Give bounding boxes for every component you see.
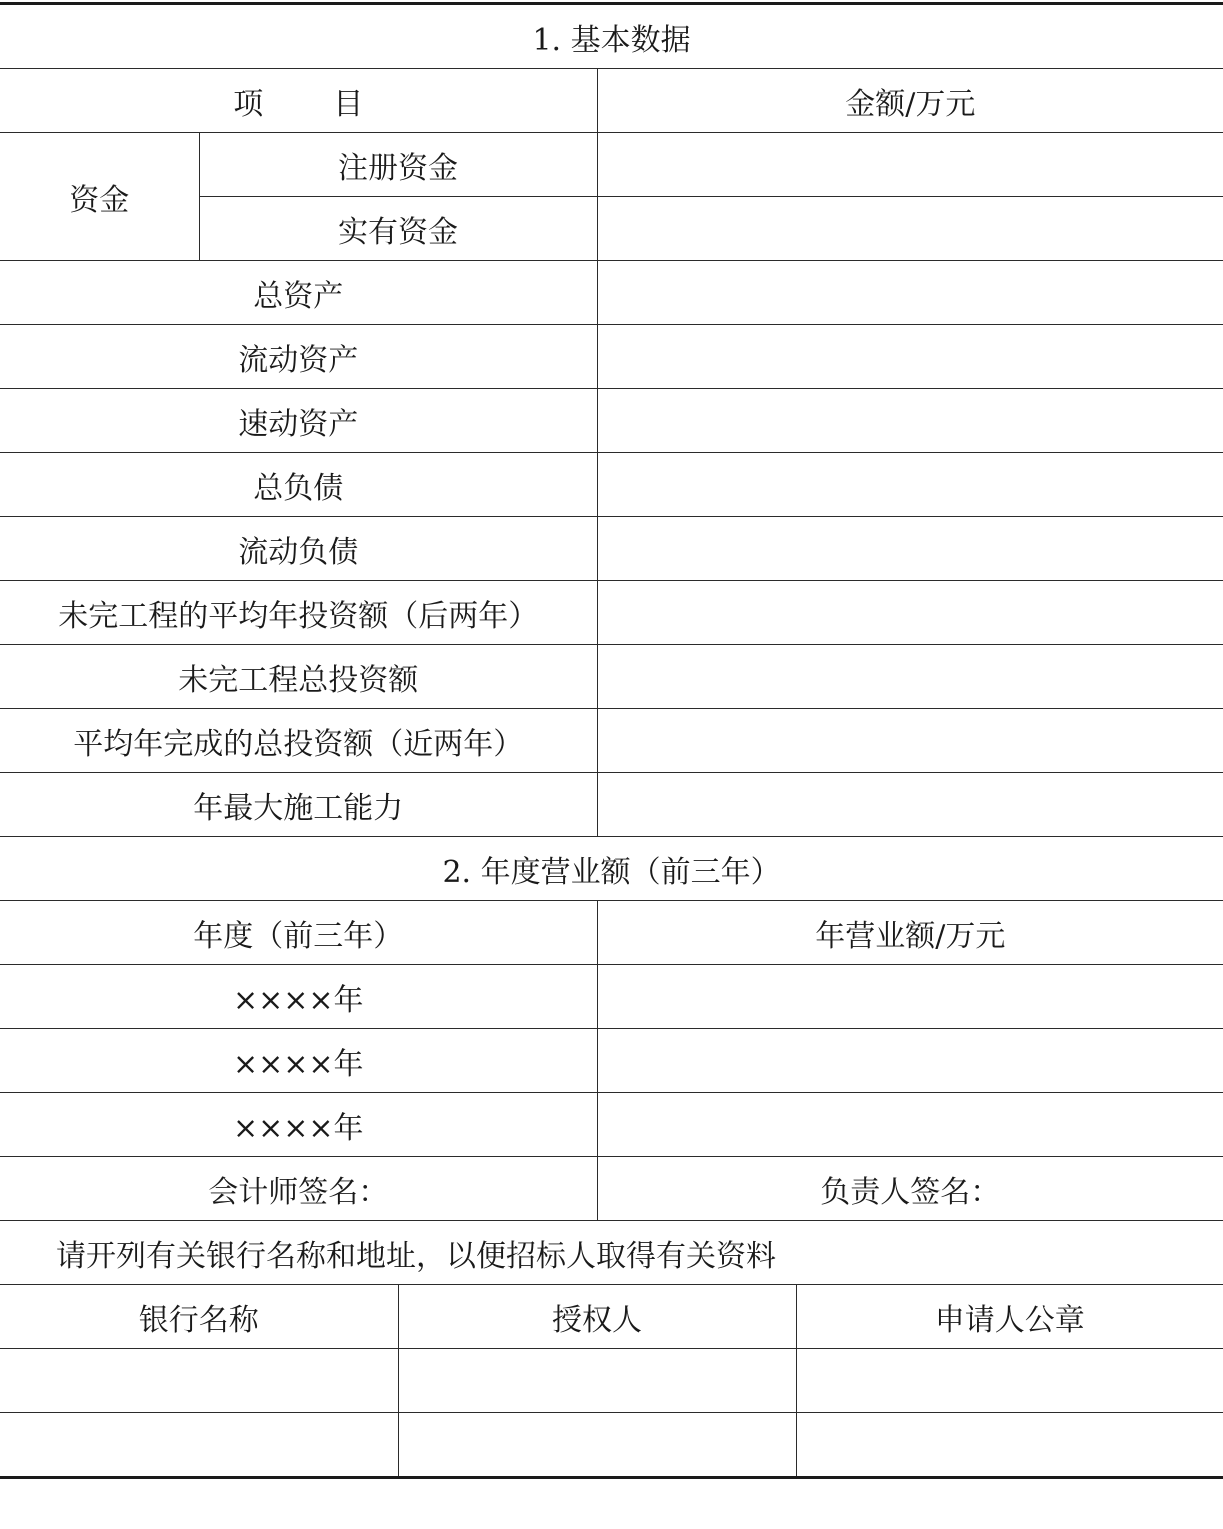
bank-note: 请开列有关银行名称和地址，以便招标人取得有关资料 <box>0 1221 1223 1285</box>
row-label: 未完工程的平均年投资额（后两年） <box>0 581 597 645</box>
amount-cell[interactable] <box>597 325 1223 389</box>
revenue-column-header: 年营业额/万元 <box>597 901 1223 965</box>
table-row <box>0 261 1223 325</box>
revenue-cell[interactable] <box>597 965 1223 1029</box>
table-row <box>0 325 1223 389</box>
table-row <box>0 645 1223 709</box>
table-row <box>0 453 1223 517</box>
year-label: ××××年 <box>0 965 597 1029</box>
section2-title: 2. 年度营业额（前三年） <box>0 837 1223 901</box>
amount-cell[interactable] <box>597 453 1223 517</box>
table-row <box>0 773 1223 837</box>
table-row <box>0 1093 1223 1157</box>
capital-group-label: 资金 <box>0 133 199 261</box>
table-row <box>0 389 1223 453</box>
amount-cell[interactable] <box>597 261 1223 325</box>
amount-cell[interactable] <box>597 645 1223 709</box>
signature-row <box>0 1157 1223 1221</box>
bank-name-header: 银行名称 <box>0 1285 398 1349</box>
row-label: 总资产 <box>0 261 597 325</box>
applicant-seal-cell[interactable] <box>796 1413 1223 1478</box>
section2-title-row <box>0 837 1223 901</box>
amount-cell[interactable] <box>597 517 1223 581</box>
bank-name-cell[interactable] <box>0 1413 398 1478</box>
section1-title-row <box>0 4 1223 69</box>
bank-name-cell[interactable] <box>0 1349 398 1413</box>
actual-capital-label: 实有资金 <box>199 197 597 261</box>
table-row <box>0 581 1223 645</box>
amount-cell[interactable] <box>597 709 1223 773</box>
amount-cell[interactable] <box>597 581 1223 645</box>
amount-column-header: 金额/万元 <box>597 69 1223 133</box>
revenue-cell[interactable] <box>597 1093 1223 1157</box>
section1-title: 1. 基本数据 <box>0 4 1223 69</box>
row-label: 年最大施工能力 <box>0 773 597 837</box>
registered-capital-label: 注册资金 <box>199 133 597 197</box>
registered-capital-amount[interactable] <box>597 133 1223 197</box>
bank-row <box>0 1349 1223 1413</box>
manager-signature[interactable]: 负责人签名： <box>597 1157 1223 1221</box>
bank-row <box>0 1413 1223 1478</box>
row-label: 流动负债 <box>0 517 597 581</box>
amount-cell[interactable] <box>597 389 1223 453</box>
accountant-signature[interactable]: 会计师签名： <box>0 1157 597 1221</box>
item-column-header: 项 目 <box>0 69 597 133</box>
authorized-person-cell[interactable] <box>398 1349 796 1413</box>
authorized-person-cell[interactable] <box>398 1413 796 1478</box>
year-column-header: 年度（前三年） <box>0 901 597 965</box>
bank-note-row <box>0 1221 1223 1285</box>
section2-header-row <box>0 901 1223 965</box>
row-label: 速动资产 <box>0 389 597 453</box>
registered-capital-row <box>0 133 1223 197</box>
row-label: 总负债 <box>0 453 597 517</box>
financial-form-table <box>0 2 1223 1479</box>
year-label: ××××年 <box>0 1093 597 1157</box>
section1-header-row <box>0 69 1223 133</box>
table-row <box>0 517 1223 581</box>
table-row <box>0 965 1223 1029</box>
table-row <box>0 1029 1223 1093</box>
authorized-person-header: 授权人 <box>398 1285 796 1349</box>
applicant-seal-cell[interactable] <box>796 1349 1223 1413</box>
revenue-cell[interactable] <box>597 1029 1223 1093</box>
actual-capital-amount[interactable] <box>597 197 1223 261</box>
amount-cell[interactable] <box>597 773 1223 837</box>
row-label: 平均年完成的总投资额（近两年） <box>0 709 597 773</box>
year-label: ××××年 <box>0 1029 597 1093</box>
table-row <box>0 709 1223 773</box>
row-label: 流动资产 <box>0 325 597 389</box>
applicant-seal-header: 申请人公章 <box>796 1285 1223 1349</box>
row-label: 未完工程总投资额 <box>0 645 597 709</box>
bank-header-row <box>0 1285 1223 1349</box>
